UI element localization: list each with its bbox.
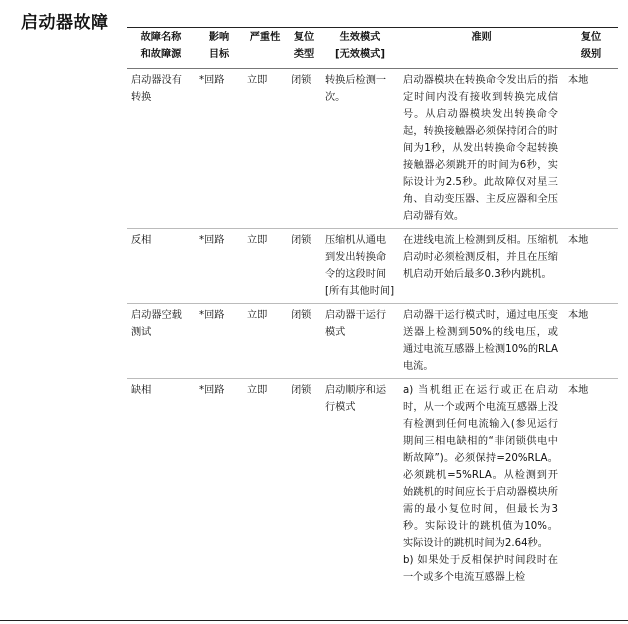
header-reset-level bbox=[564, 29, 618, 69]
cell-reset-level: 本地 bbox=[568, 75, 589, 86]
cell-criteria bbox=[399, 304, 564, 379]
header-line: 类型 bbox=[293, 49, 315, 60]
header-line: 级别 bbox=[580, 49, 602, 60]
cell-impact-target: *回路 bbox=[199, 75, 225, 86]
cell-impact-target: *回路 bbox=[199, 235, 225, 246]
header-line: [无效模式] bbox=[334, 49, 386, 60]
cell-effective-mode: 转换后检测一次。 bbox=[325, 75, 387, 103]
table-row bbox=[127, 304, 618, 379]
criteria-paragraph: a) 当机组正在运行或正在启动时，从一个或两个电流互感器上没有检测到任何电流输入(参见运行期间三相电缺相的“非闭锁供电中断故障”)。必须保持=20%RLA。必须跳机=5%RLA。从检测到开始跳机的时间应长于启动器模块所需的最小复位时间，但最长为3秒。实际设计的跳机值为10%。实际设计的跳机时间为2.64秒。 bbox=[403, 385, 558, 549]
table-row bbox=[127, 229, 618, 304]
header-line: 复位 bbox=[293, 32, 315, 43]
header-line: 和故障源 bbox=[140, 49, 182, 60]
header-effective-mode bbox=[321, 29, 399, 69]
header-line: 准则 bbox=[471, 32, 492, 43]
header-line: 故障名称 bbox=[140, 32, 182, 43]
header-line: 目标 bbox=[208, 49, 230, 60]
table-header-row bbox=[127, 29, 618, 69]
cell-reset-level: 本地 bbox=[568, 310, 589, 321]
cell-severity: 立即 bbox=[247, 310, 268, 321]
cell-reset-type: 闭锁 bbox=[291, 75, 312, 86]
cell-effective-mode: 启动器干运行模式 bbox=[325, 310, 387, 338]
table-row bbox=[127, 379, 618, 590]
cell-fault-name: 缺相 bbox=[131, 385, 152, 396]
cell-effective-mode: 压缩机从通电到发出转换命令的这段时间[所有其他时间] bbox=[325, 235, 395, 297]
page-bottom-rule bbox=[0, 620, 628, 621]
cell-effective-mode: 启动顺序和运行模式 bbox=[325, 385, 387, 413]
fault-table bbox=[127, 29, 618, 589]
cell-fault-name: 启动器空载测试 bbox=[131, 310, 182, 338]
header-line: 严重性 bbox=[249, 32, 281, 43]
header-line: 影响 bbox=[208, 32, 230, 43]
cell-impact-target: *回路 bbox=[199, 385, 225, 396]
cell-criteria bbox=[399, 69, 564, 229]
header-impact-target bbox=[195, 29, 243, 69]
header-criteria bbox=[399, 29, 564, 69]
cell-severity: 立即 bbox=[247, 385, 268, 396]
table-row bbox=[127, 69, 618, 229]
cell-impact-target: *回路 bbox=[199, 310, 225, 321]
header-fault-name bbox=[127, 29, 195, 69]
cell-criteria bbox=[399, 379, 564, 590]
criteria-paragraph: 启动器模块在转换命令发出后的指定时间内没有接收到转换完成信号。从启动器模块发出转换命令起，转换接触器必须保持闭合的时间为1秒，从发出转换命令起转换接触器必须跳开的时间为6秒，实际设计为2.5秒。此故障仅对星三角、自动变压器、主反应器和全压启动器有效。 bbox=[403, 75, 558, 222]
cell-fault-name: 启动器没有转换 bbox=[131, 75, 182, 103]
header-severity bbox=[243, 29, 287, 69]
header-reset-type bbox=[287, 29, 321, 69]
cell-fault-name: 反相 bbox=[131, 235, 152, 246]
cell-reset-type: 闭锁 bbox=[291, 385, 312, 396]
header-line: 复位 bbox=[580, 32, 602, 43]
cell-reset-level: 本地 bbox=[568, 385, 589, 396]
cell-severity: 立即 bbox=[247, 75, 268, 86]
criteria-paragraph: b) 如果处于反相保护时间段时在一个或多个电流互感器上检 bbox=[403, 555, 558, 583]
cell-reset-level: 本地 bbox=[568, 235, 589, 246]
criteria-paragraph: 启动器干运行模式时，通过电压变送器上检测到50%的线电压，或通过电流互感器上检测10%的RLA电流。 bbox=[403, 310, 558, 372]
cell-severity: 立即 bbox=[247, 235, 268, 246]
table-body bbox=[127, 69, 618, 590]
header-line: 生效模式 bbox=[339, 32, 381, 43]
table-top-rule bbox=[127, 27, 618, 28]
criteria-paragraph: 在进线电流上检测到反相。压缩机启动时必须检测反相，并且在压缩机启动开始后最多0.3秒内跳机。 bbox=[403, 235, 558, 280]
cell-reset-type: 闭锁 bbox=[291, 235, 312, 246]
section-title: 启动器故障 bbox=[21, 13, 109, 33]
cell-reset-type: 闭锁 bbox=[291, 310, 312, 321]
cell-criteria bbox=[399, 229, 564, 304]
